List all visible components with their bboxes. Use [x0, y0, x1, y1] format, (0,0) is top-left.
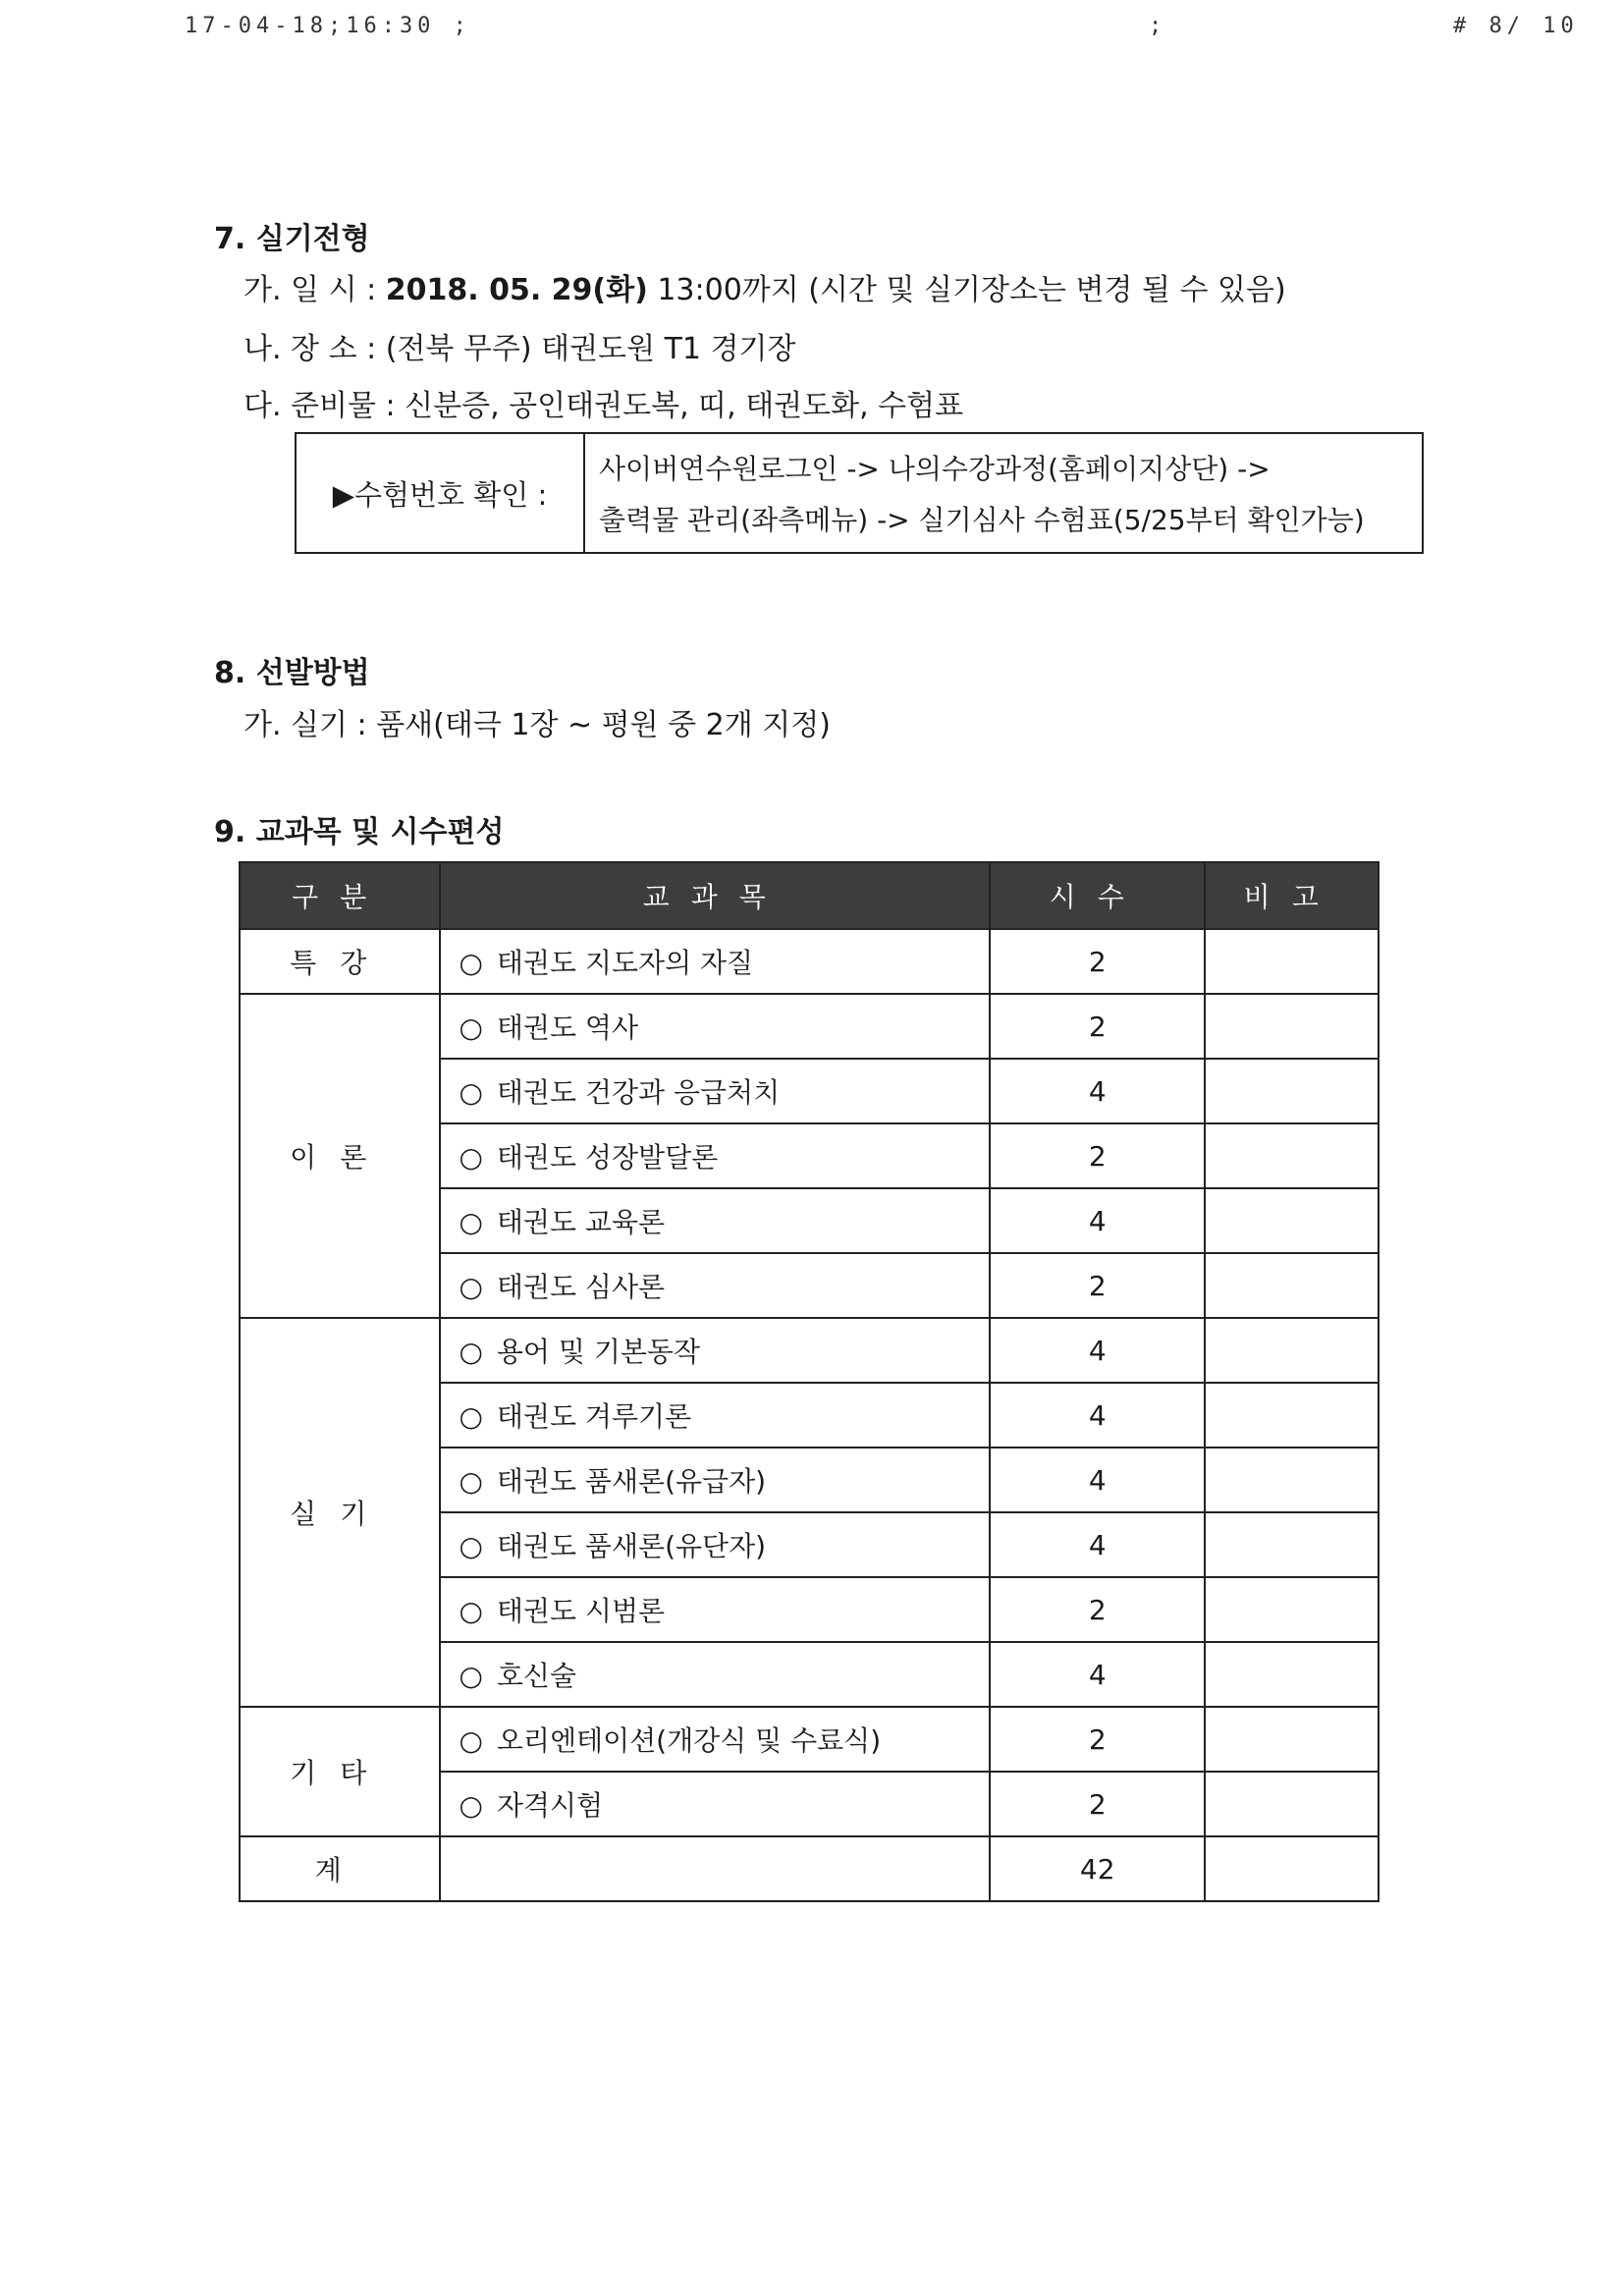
exam-number-notice — [295, 432, 1424, 554]
curriculum-table — [239, 861, 1380, 1902]
remarks-cell — [1205, 1512, 1379, 1577]
circle-bullet-icon: ○ — [459, 947, 483, 979]
hours-cell: 4 — [990, 1448, 1205, 1512]
circle-bullet-icon: ○ — [459, 1724, 483, 1757]
fax-page-number: # 8/ 10 — [1453, 14, 1579, 38]
circle-bullet-icon: ○ — [459, 1011, 483, 1044]
place-prefix: 나. 장 소 : — [243, 332, 386, 366]
circle-bullet-icon: ○ — [459, 1336, 483, 1368]
hours-cell: 4 — [990, 1059, 1205, 1123]
remarks-cell — [1205, 1123, 1379, 1188]
circle-bullet-icon: ○ — [459, 1141, 483, 1174]
hours-cell: 4 — [990, 1188, 1205, 1253]
subject-text: 태권도 지도자의 자질 — [496, 947, 754, 979]
header-subject: 교과목 — [440, 862, 990, 929]
section7-title: 7. 실기전형 — [214, 222, 370, 256]
hours-cell: 2 — [990, 994, 1205, 1059]
subject-cell — [440, 1318, 990, 1383]
subject-text: 호신술 — [496, 1660, 577, 1692]
circle-bullet-icon: ○ — [459, 1271, 483, 1303]
hours-cell: 2 — [990, 1707, 1205, 1772]
remarks-cell — [1205, 1318, 1379, 1383]
items-value: 신분증, 공인태권도복, 띠, 태권도화, 수험표 — [405, 389, 964, 423]
category-cell: 기타 — [240, 1707, 440, 1836]
subject-cell — [440, 1188, 990, 1253]
section9-title: 9. 교과목 및 시수편성 — [214, 815, 505, 849]
header-remarks: 비고 — [1205, 862, 1379, 929]
fax-timestamp: 17-04-18;16:30 ; — [185, 14, 471, 38]
subject-cell — [440, 1512, 990, 1577]
remarks-cell — [1205, 929, 1379, 994]
subject-text: 태권도 시범론 — [496, 1595, 666, 1627]
subject-cell — [440, 1059, 990, 1123]
date-rest: 13:00까지 (시간 및 실기장소는 변경 될 수 있음) — [647, 273, 1286, 307]
category-cell: 특강 — [240, 929, 440, 994]
total-row — [240, 1836, 1379, 1901]
section8-line: 가. 실기 : 품새(태극 1장 ~ 평원 중 2개 지정) — [243, 708, 831, 742]
table-row — [240, 1318, 1379, 1383]
circle-bullet-icon: ○ — [459, 1530, 483, 1562]
date-prefix: 가. 일 시 : — [243, 273, 386, 307]
remarks-cell — [1205, 1577, 1379, 1642]
subject-cell — [440, 1707, 990, 1772]
date-value: 2018. 05. 29(화) — [385, 273, 648, 307]
subject-text: 태권도 건강과 응급처치 — [496, 1076, 781, 1109]
section8-title: 8. 선발방법 — [214, 656, 370, 690]
subject-text: 태권도 심사론 — [496, 1271, 666, 1303]
subject-cell — [440, 1383, 990, 1448]
notice-line: 출력물 관리(좌측메뉴) -> 실기심사 수험표(5/25부터 확인가능) — [599, 504, 1365, 536]
subject-text: 태권도 품새론(유급자) — [496, 1465, 767, 1498]
remarks-cell — [1205, 1059, 1379, 1123]
notice-label: ▶수험번호 확인 : — [297, 434, 585, 552]
hours-cell: 4 — [990, 1512, 1205, 1577]
circle-bullet-icon: ○ — [459, 1465, 483, 1498]
category-cell: 실기 — [240, 1318, 440, 1707]
place-value: (전북 무주) 태권도원 T1 경기장 — [385, 332, 796, 366]
hours-cell: 2 — [990, 929, 1205, 994]
subject-cell — [440, 1448, 990, 1512]
items-prefix: 다. 준비물 : — [243, 389, 406, 423]
total-remarks-cell — [1205, 1836, 1379, 1901]
table-row — [240, 994, 1379, 1059]
fax-separator: ; — [1149, 14, 1167, 38]
total-subject-cell — [440, 1836, 990, 1901]
remarks-cell — [1205, 1448, 1379, 1512]
hours-cell: 2 — [990, 1123, 1205, 1188]
remarks-cell — [1205, 994, 1379, 1059]
circle-bullet-icon: ○ — [459, 1595, 483, 1627]
hours-cell: 4 — [990, 1318, 1205, 1383]
remarks-cell — [1205, 1772, 1379, 1836]
header-hours: 시수 — [990, 862, 1205, 929]
remarks-cell — [1205, 1383, 1379, 1448]
circle-bullet-icon: ○ — [459, 1400, 483, 1433]
subject-cell — [440, 1123, 990, 1188]
table-header-row — [240, 862, 1379, 929]
remarks-cell — [1205, 1707, 1379, 1772]
table-row — [240, 1707, 1379, 1772]
remarks-cell — [1205, 1642, 1379, 1707]
hours-cell: 2 — [990, 1772, 1205, 1836]
hours-cell: 2 — [990, 1253, 1205, 1318]
subject-text: 태권도 품새론(유단자) — [496, 1530, 767, 1562]
table-row — [240, 929, 1379, 994]
subject-text: 태권도 성장발달론 — [496, 1141, 719, 1174]
subject-cell — [440, 994, 990, 1059]
circle-bullet-icon: ○ — [459, 1206, 483, 1238]
section7-line-place — [243, 324, 795, 367]
circle-bullet-icon: ○ — [459, 1660, 483, 1692]
category-cell: 이론 — [240, 994, 440, 1318]
circle-bullet-icon: ○ — [459, 1789, 483, 1822]
remarks-cell — [1205, 1188, 1379, 1253]
section7-line-date — [243, 265, 1286, 308]
subject-cell — [440, 1253, 990, 1318]
subject-text: 태권도 겨루기론 — [496, 1400, 692, 1433]
subject-cell — [440, 1772, 990, 1836]
hours-cell: 4 — [990, 1383, 1205, 1448]
subject-cell — [440, 1577, 990, 1642]
curriculum-body — [240, 929, 1379, 1901]
section7-line-items — [243, 381, 963, 424]
total-hours: 42 — [990, 1836, 1205, 1901]
subject-text: 자격시험 — [496, 1789, 604, 1822]
header-category: 구분 — [240, 862, 440, 929]
remarks-cell — [1205, 1253, 1379, 1318]
circle-bullet-icon: ○ — [459, 1076, 483, 1109]
notice-line: 사이버연수원로그인 -> 나의수강과정(홈페이지상단) -> — [599, 453, 1271, 485]
subject-text: 태권도 역사 — [496, 1011, 639, 1044]
subject-text: 태권도 교육론 — [496, 1206, 666, 1238]
subject-text: 용어 및 기본동작 — [496, 1336, 701, 1368]
subject-cell — [440, 929, 990, 994]
hours-cell: 2 — [990, 1577, 1205, 1642]
total-label: 계 — [240, 1836, 440, 1901]
subject-cell — [440, 1642, 990, 1707]
subject-text: 오리엔테이션(개강식 및 수료식) — [496, 1724, 882, 1757]
notice-body — [585, 434, 1422, 552]
hours-cell: 4 — [990, 1642, 1205, 1707]
